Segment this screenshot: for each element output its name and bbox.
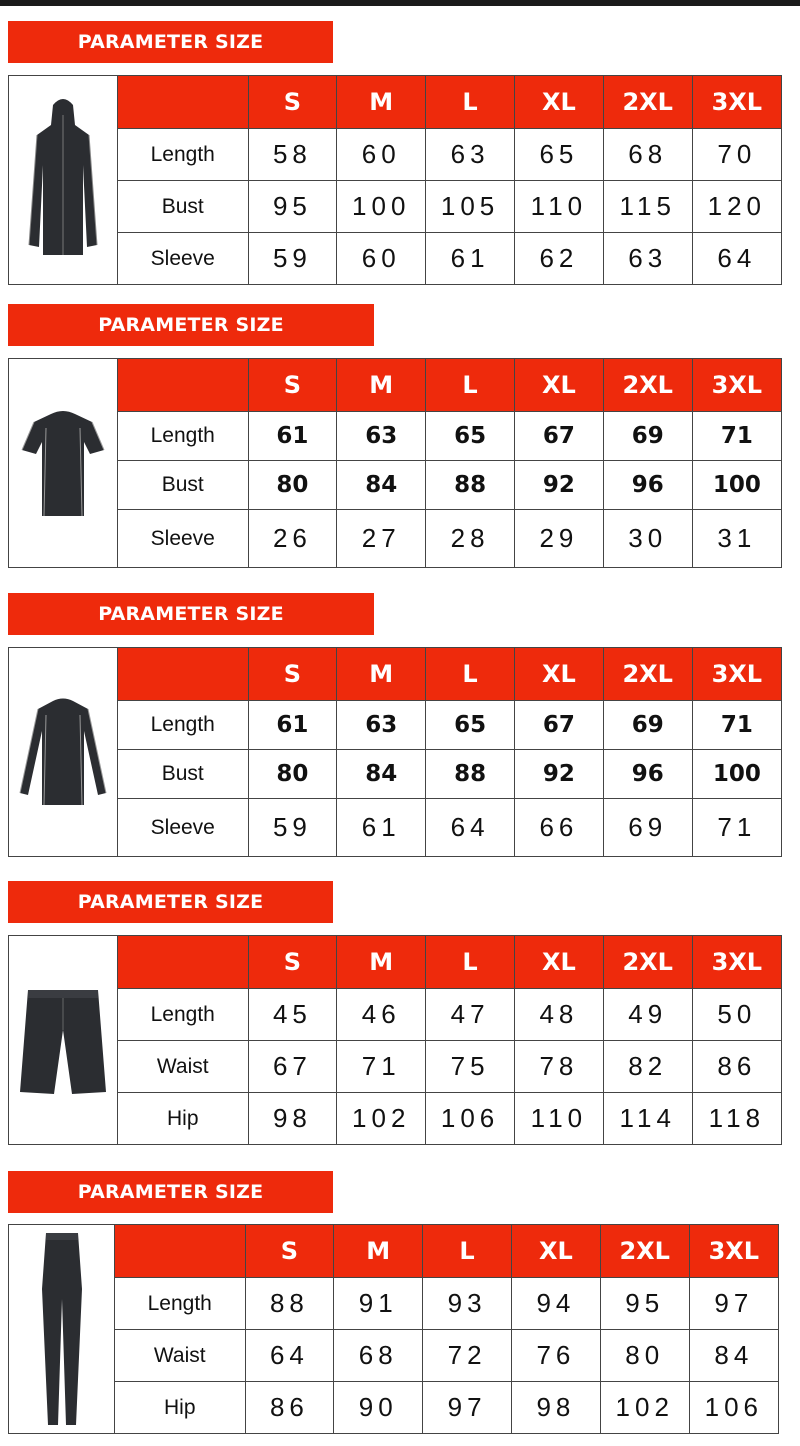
cell-value: 118 xyxy=(692,1093,781,1144)
header-corner xyxy=(118,648,248,701)
row-label: Length xyxy=(115,1278,245,1330)
size-header: L xyxy=(426,359,515,412)
row-label: Sleeve xyxy=(118,799,248,856)
table-row xyxy=(118,701,781,750)
cell-value: 88 xyxy=(426,461,515,510)
cell-value: 61 xyxy=(248,412,337,461)
size-header: S xyxy=(248,936,337,989)
long-sleeve-shirt-icon xyxy=(18,697,108,807)
cell-value: 110 xyxy=(514,181,603,233)
cell-value: 98 xyxy=(511,1382,600,1433)
table-row xyxy=(118,461,781,510)
table-row xyxy=(118,1093,781,1144)
cell-value: 29 xyxy=(514,510,603,567)
size-header: L xyxy=(423,1225,512,1278)
size-header: L xyxy=(426,648,515,701)
cell-value: 92 xyxy=(514,750,603,799)
cell-value: 64 xyxy=(426,799,515,856)
garment-image-cell xyxy=(9,76,118,284)
row-label: Length xyxy=(118,989,248,1041)
size-header: XL xyxy=(514,359,603,412)
size-header: 2XL xyxy=(603,359,692,412)
row-label: Sleeve xyxy=(118,233,248,284)
size-header: M xyxy=(337,359,426,412)
table-row xyxy=(115,1278,778,1330)
cell-value: 94 xyxy=(511,1278,600,1330)
size-table-short-sleeve xyxy=(8,358,782,568)
cell-value: 67 xyxy=(514,412,603,461)
banner-text: PARAMETER SIZE xyxy=(77,891,264,913)
cell-value: 114 xyxy=(603,1093,692,1144)
cell-value: 105 xyxy=(426,181,515,233)
cell-value: 69 xyxy=(603,799,692,856)
garment-image-cell xyxy=(9,648,118,856)
cell-value: 102 xyxy=(600,1382,689,1433)
cell-value: 88 xyxy=(426,750,515,799)
cell-value: 78 xyxy=(514,1041,603,1093)
cell-value: 93 xyxy=(423,1278,512,1330)
section-5-banner xyxy=(8,1171,333,1213)
hooded-jacket-icon xyxy=(23,95,103,265)
size-table xyxy=(118,76,781,284)
banner-text: PARAMETER SIZE xyxy=(98,314,284,336)
cell-value: 100 xyxy=(692,750,781,799)
cell-value: 95 xyxy=(248,181,337,233)
cell-value: 84 xyxy=(337,750,426,799)
size-header: M xyxy=(337,648,426,701)
table-row xyxy=(118,989,781,1041)
cell-value: 65 xyxy=(426,701,515,750)
cell-value: 106 xyxy=(689,1382,778,1433)
garment-image-cell xyxy=(9,1225,115,1433)
size-table-leggings xyxy=(8,1224,779,1434)
header-corner xyxy=(118,76,248,129)
cell-value: 75 xyxy=(426,1041,515,1093)
cell-value: 91 xyxy=(334,1278,423,1330)
cell-value: 71 xyxy=(692,412,781,461)
cell-value: 71 xyxy=(337,1041,426,1093)
cell-value: 68 xyxy=(334,1330,423,1382)
leggings-icon xyxy=(32,1229,92,1429)
size-header: XL xyxy=(514,936,603,989)
cell-value: 80 xyxy=(600,1330,689,1382)
cell-value: 84 xyxy=(689,1330,778,1382)
banner-text: PARAMETER SIZE xyxy=(77,1181,264,1203)
cell-value: 92 xyxy=(514,461,603,510)
table-row xyxy=(115,1382,778,1433)
cell-value: 63 xyxy=(337,412,426,461)
size-header: 3XL xyxy=(689,1225,778,1278)
cell-value: 98 xyxy=(248,1093,337,1144)
size-header: L xyxy=(426,76,515,129)
cell-value: 46 xyxy=(337,989,426,1041)
size-table xyxy=(115,1225,778,1433)
cell-value: 49 xyxy=(603,989,692,1041)
cell-value: 60 xyxy=(337,129,426,181)
header-corner xyxy=(115,1225,245,1278)
row-label: Hip xyxy=(118,1093,248,1144)
cell-value: 27 xyxy=(337,510,426,567)
garment-image-cell xyxy=(9,359,118,567)
size-header: 3XL xyxy=(692,76,781,129)
cell-value: 69 xyxy=(603,412,692,461)
size-table xyxy=(118,359,781,567)
size-header: 3XL xyxy=(692,936,781,989)
cell-value: 100 xyxy=(337,181,426,233)
cell-value: 96 xyxy=(603,750,692,799)
cell-value: 102 xyxy=(337,1093,426,1144)
row-label: Hip xyxy=(115,1382,245,1433)
size-header: S xyxy=(248,359,337,412)
cell-value: 65 xyxy=(426,412,515,461)
cell-value: 69 xyxy=(603,701,692,750)
cell-value: 61 xyxy=(426,233,515,284)
size-header: M xyxy=(337,76,426,129)
section-4-banner xyxy=(8,881,333,923)
cell-value: 95 xyxy=(600,1278,689,1330)
cell-value: 45 xyxy=(248,989,337,1041)
cell-value: 31 xyxy=(692,510,781,567)
section-1-banner xyxy=(8,21,333,63)
table-row xyxy=(118,129,781,181)
cell-value: 65 xyxy=(514,129,603,181)
size-header: XL xyxy=(514,76,603,129)
size-header: M xyxy=(337,936,426,989)
cell-value: 96 xyxy=(603,461,692,510)
size-header: 3XL xyxy=(692,359,781,412)
table-row xyxy=(118,233,781,284)
cell-value: 61 xyxy=(337,799,426,856)
banner-text: PARAMETER SIZE xyxy=(98,603,284,625)
cell-value: 59 xyxy=(248,799,337,856)
header-corner xyxy=(118,936,248,989)
cell-value: 84 xyxy=(337,461,426,510)
size-table-jacket xyxy=(8,75,782,285)
shorts-icon xyxy=(18,980,108,1100)
table-row xyxy=(115,1330,778,1382)
cell-value: 82 xyxy=(603,1041,692,1093)
cell-value: 28 xyxy=(426,510,515,567)
cell-value: 106 xyxy=(426,1093,515,1144)
cell-value: 63 xyxy=(426,129,515,181)
cell-value: 97 xyxy=(689,1278,778,1330)
size-header: S xyxy=(248,648,337,701)
cell-value: 67 xyxy=(248,1041,337,1093)
size-header: 2XL xyxy=(603,648,692,701)
cell-value: 86 xyxy=(245,1382,334,1433)
size-table-long-sleeve xyxy=(8,647,782,857)
size-header: 2XL xyxy=(600,1225,689,1278)
cell-value: 70 xyxy=(692,129,781,181)
top-border xyxy=(0,0,800,6)
cell-value: 120 xyxy=(692,181,781,233)
size-header: S xyxy=(248,76,337,129)
size-header: 2XL xyxy=(603,76,692,129)
table-row xyxy=(118,510,781,567)
cell-value: 80 xyxy=(248,750,337,799)
row-label: Waist xyxy=(118,1041,248,1093)
cell-value: 67 xyxy=(514,701,603,750)
table-row xyxy=(118,181,781,233)
cell-value: 66 xyxy=(514,799,603,856)
size-header: XL xyxy=(511,1225,600,1278)
cell-value: 63 xyxy=(603,233,692,284)
cell-value: 30 xyxy=(603,510,692,567)
cell-value: 64 xyxy=(245,1330,334,1382)
table-row xyxy=(118,1041,781,1093)
size-header: L xyxy=(426,936,515,989)
row-label: Bust xyxy=(118,181,248,233)
section-2-banner xyxy=(8,304,374,346)
size-header: XL xyxy=(514,648,603,701)
cell-value: 58 xyxy=(248,129,337,181)
cell-value: 64 xyxy=(692,233,781,284)
table-row xyxy=(118,799,781,856)
row-label: Bust xyxy=(118,461,248,510)
cell-value: 71 xyxy=(692,799,781,856)
cell-value: 100 xyxy=(692,461,781,510)
cell-value: 48 xyxy=(514,989,603,1041)
row-label: Length xyxy=(118,129,248,181)
row-label: Waist xyxy=(115,1330,245,1382)
cell-value: 63 xyxy=(337,701,426,750)
cell-value: 115 xyxy=(603,181,692,233)
header-corner xyxy=(118,359,248,412)
size-table xyxy=(118,936,781,1144)
row-label: Sleeve xyxy=(118,510,248,567)
table-row xyxy=(118,412,781,461)
cell-value: 90 xyxy=(334,1382,423,1433)
banner-text: PARAMETER SIZE xyxy=(77,31,264,53)
size-table xyxy=(118,648,781,856)
cell-value: 86 xyxy=(692,1041,781,1093)
cell-value: 68 xyxy=(603,129,692,181)
cell-value: 59 xyxy=(248,233,337,284)
section-3-banner xyxy=(8,593,374,635)
cell-value: 72 xyxy=(423,1330,512,1382)
row-label: Length xyxy=(118,701,248,750)
size-header: M xyxy=(334,1225,423,1278)
row-label: Length xyxy=(118,412,248,461)
table-row xyxy=(118,750,781,799)
garment-image-cell xyxy=(9,936,118,1144)
size-table-shorts xyxy=(8,935,782,1145)
short-sleeve-shirt-icon xyxy=(18,408,108,518)
row-label: Bust xyxy=(118,750,248,799)
cell-value: 26 xyxy=(248,510,337,567)
size-header: 2XL xyxy=(603,936,692,989)
cell-value: 50 xyxy=(692,989,781,1041)
cell-value: 97 xyxy=(423,1382,512,1433)
size-header: S xyxy=(245,1225,334,1278)
cell-value: 47 xyxy=(426,989,515,1041)
cell-value: 88 xyxy=(245,1278,334,1330)
cell-value: 80 xyxy=(248,461,337,510)
cell-value: 60 xyxy=(337,233,426,284)
cell-value: 110 xyxy=(514,1093,603,1144)
size-header: 3XL xyxy=(692,648,781,701)
cell-value: 62 xyxy=(514,233,603,284)
cell-value: 71 xyxy=(692,701,781,750)
cell-value: 76 xyxy=(511,1330,600,1382)
cell-value: 61 xyxy=(248,701,337,750)
